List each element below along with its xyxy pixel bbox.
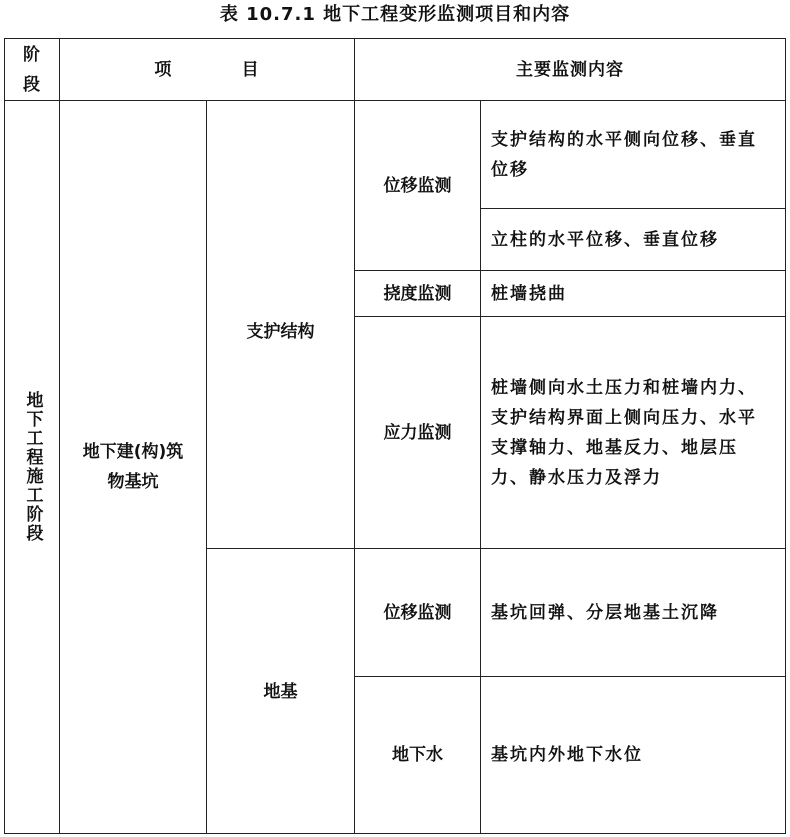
- group-support: 支护结构: [207, 101, 355, 549]
- monitor-displacement-2: 位移监测: [355, 549, 481, 677]
- group-foundation: 地基: [207, 549, 355, 834]
- header-content: 主要监测内容: [355, 39, 786, 101]
- category-cell: [60, 101, 207, 834]
- table-caption: 表 10.7.1 地下工程变形监测项目和内容: [219, 4, 571, 25]
- monitor-groundwater: 地下水: [355, 677, 481, 834]
- stage-value: 地下工程施工阶段: [22, 391, 43, 543]
- monitoring-table: [4, 38, 786, 834]
- content-row-3: 桩墙挠曲: [481, 271, 786, 317]
- content-row-6: 基坑内外地下水位: [481, 677, 786, 834]
- header-stage: 阶段: [5, 39, 60, 101]
- monitor-stress: 应力监测: [355, 317, 481, 549]
- stage-cell: [5, 101, 60, 834]
- content-row-1: 支护结构的水平侧向位移、垂直位移: [481, 101, 786, 209]
- content-row-4: 桩墙侧向水土压力和桩墙内力、支护结构界面上侧向压力、水平支撑轴力、地基反力、地层压力、静水压力及浮力: [481, 317, 786, 549]
- monitor-displacement-1: 位移监测: [355, 101, 481, 271]
- header-item: 项 目: [60, 39, 355, 101]
- content-row-2: 立柱的水平位移、垂直位移: [481, 209, 786, 271]
- content-row-5: 基坑回弹、分层地基土沉降: [481, 549, 786, 677]
- category-value: 地下建(构)筑物基坑: [82, 442, 184, 492]
- monitor-deflection: 挠度监测: [355, 271, 481, 317]
